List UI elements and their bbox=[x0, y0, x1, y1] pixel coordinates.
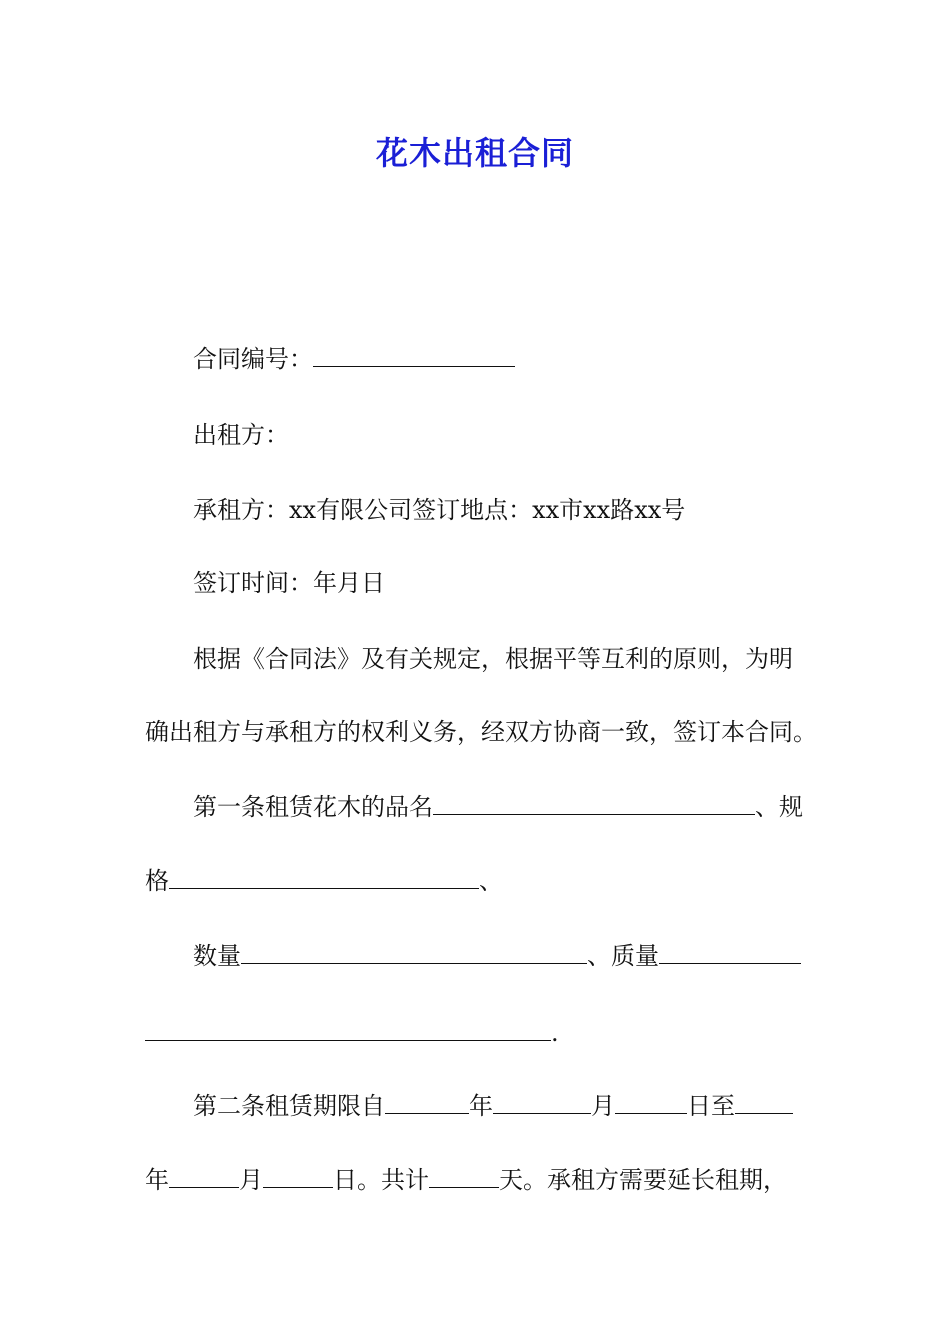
spec-separator: 、 bbox=[479, 867, 503, 895]
lessee-line bbox=[193, 494, 685, 526]
article-1-line-4 bbox=[145, 1017, 559, 1049]
preamble-line-2 bbox=[145, 716, 817, 748]
quantity-blank[interactable] bbox=[241, 943, 587, 964]
contract-number-label: 合同编号： bbox=[193, 345, 313, 373]
end-day-total-label: 日。共计 bbox=[333, 1166, 429, 1194]
start-day-blank[interactable] bbox=[615, 1093, 687, 1114]
lessor-line bbox=[193, 419, 289, 451]
specification-blank[interactable] bbox=[169, 868, 479, 889]
start-month-blank[interactable] bbox=[493, 1093, 591, 1114]
article-1-spec-prefix: 、规 bbox=[755, 793, 803, 821]
end-day-blank[interactable] bbox=[263, 1167, 333, 1188]
quality-label: 、质量 bbox=[587, 942, 659, 970]
start-year-blank[interactable] bbox=[385, 1093, 469, 1114]
contract-number-blank[interactable] bbox=[313, 346, 515, 367]
product-name-blank[interactable] bbox=[433, 794, 755, 815]
contract-number-line bbox=[193, 343, 515, 375]
quality-blank[interactable] bbox=[659, 943, 801, 964]
start-year-label: 年 bbox=[469, 1092, 493, 1120]
end-month-label: 月 bbox=[239, 1166, 263, 1194]
preamble-line-1 bbox=[193, 643, 793, 675]
article-2-tail: 天。承租方需要延长租期， bbox=[499, 1166, 787, 1194]
article-2-line-2 bbox=[145, 1164, 787, 1196]
start-day-to-label: 日至 bbox=[687, 1092, 735, 1120]
lessor-label: 出租方： bbox=[193, 421, 289, 449]
end-month-blank[interactable] bbox=[169, 1167, 239, 1188]
sign-time-line bbox=[193, 567, 385, 599]
end-year-blank[interactable] bbox=[735, 1093, 793, 1114]
start-month-label: 月 bbox=[591, 1092, 615, 1120]
preamble-text-2: 确出租方与承租方的权利义务，经双方协商一致，签订本合同。 bbox=[145, 718, 817, 746]
article-1-line-2 bbox=[145, 865, 503, 897]
quantity-label: 数量 bbox=[193, 942, 241, 970]
lessee-text: 承租方：xx有限公司签订地点：xx市xx路xx号 bbox=[193, 496, 686, 524]
preamble-text-1: 根据《合同法》及有关规定，根据平等互利的原则，为明 bbox=[193, 645, 793, 673]
article-1-line-1 bbox=[193, 791, 803, 823]
article-2-line-1 bbox=[193, 1090, 793, 1122]
total-days-blank[interactable] bbox=[429, 1167, 499, 1188]
quality-blank-continued[interactable] bbox=[145, 1020, 551, 1041]
document-title: 花木出租合同 bbox=[375, 134, 574, 172]
article-1-line-3 bbox=[193, 940, 801, 972]
article-1-heading: 第一条租赁花木的品名 bbox=[193, 793, 433, 821]
article-1-period: . bbox=[551, 1019, 559, 1047]
article-2-heading: 第二条租赁期限自 bbox=[193, 1092, 385, 1120]
end-year-label: 年 bbox=[145, 1166, 169, 1194]
sign-time-text: 签订时间：年月日 bbox=[193, 569, 385, 597]
spec-label: 格 bbox=[145, 867, 169, 895]
